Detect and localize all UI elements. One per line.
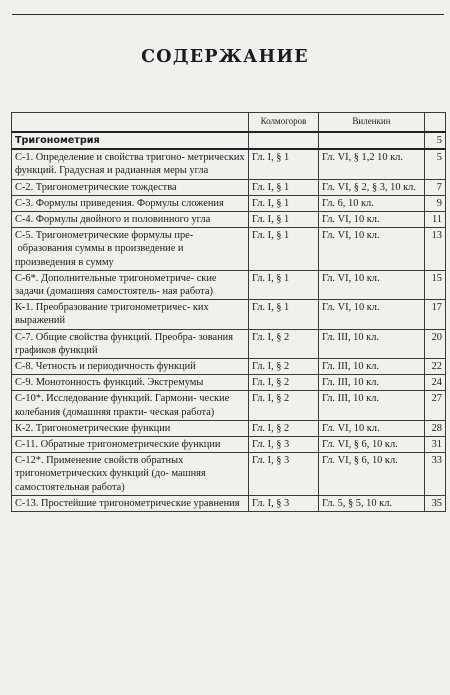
row-page: 20 [425,329,446,358]
row-kolmogorov: Гл. I, § 2 [249,420,319,436]
row-page: 22 [425,359,446,375]
row-kolmogorov: Гл. I, § 1 [249,179,319,195]
row-title: С-10*. Исследование функций. Гармони- ческие колебания (домашняя практи- ческая работа) [12,391,249,420]
row-vilenkin: Гл. III, 10 кл. [319,391,425,420]
row-vilenkin: Гл. VI, § 1,2 10 кл. [319,149,425,179]
table-row [12,212,446,228]
row-kolmogorov: Гл. I, § 3 [249,453,319,496]
row-page: 15 [425,270,446,299]
row-vilenkin: Гл. VI, 10 кл. [319,228,425,271]
table-row [12,132,446,149]
row-vilenkin: Гл. VI, 10 кл. [319,270,425,299]
row-title: С-2. Тригонометрические тождества [12,179,249,195]
header-title [12,113,249,133]
table-row [12,195,446,211]
header-kolmogorov: Колмогоров [249,113,319,133]
row-title: С-5. Тригонометрические формулы пре- образования суммы в произведение и произведения в сумму [12,228,249,271]
top-rule [12,14,444,15]
header-page [425,113,446,133]
row-vilenkin: Гл. III, 10 кл. [319,359,425,375]
row-title: К-1. Преобразование тригонометричес- ких выражений [12,300,249,329]
row-vilenkin: Гл. 5, § 5, 10 кл. [319,495,425,511]
table-row [12,391,446,420]
row-vilenkin: Гл. VI, 10 кл. [319,420,425,436]
contents-table [11,112,446,512]
table-row [12,300,446,329]
row-kolmogorov [249,132,319,149]
table-row [12,437,446,453]
row-page: 11 [425,212,446,228]
table-row [12,420,446,436]
row-vilenkin: Гл. III, 10 кл. [319,329,425,358]
row-kolmogorov: Гл. I, § 2 [249,391,319,420]
row-page: 31 [425,437,446,453]
row-kolmogorov: Гл. I, § 1 [249,149,319,179]
row-title: Тригонометрия [12,132,249,149]
row-kolmogorov: Гл. I, § 2 [249,329,319,358]
row-kolmogorov: Гл. I, § 1 [249,195,319,211]
page-title: СОДЕРЖАНИЕ [141,47,309,67]
row-page: 5 [425,132,446,149]
row-vilenkin: Гл. VI, 10 кл. [319,212,425,228]
row-page: 7 [425,179,446,195]
row-vilenkin: Гл. VI, § 6, 10 кл. [319,453,425,496]
row-page: 27 [425,391,446,420]
row-vilenkin: Гл. III, 10 кл. [319,375,425,391]
row-kolmogorov: Гл. I, § 2 [249,359,319,375]
row-page: 13 [425,228,446,271]
row-title: С-8. Четность и периодичность функций [12,359,249,375]
row-kolmogorov: Гл. I, § 1 [249,270,319,299]
row-page: 24 [425,375,446,391]
row-title: С-1. Определение и свойства тригоно- метрических функций. Градусная и радианная меры угла [12,149,249,179]
row-kolmogorov: Гл. I, § 1 [249,228,319,271]
table-row [12,453,446,496]
row-title: С-4. Формулы двойного и половинного угла [12,212,249,228]
row-vilenkin: Гл. VI, § 6, 10 кл. [319,437,425,453]
table-row [12,329,446,358]
row-kolmogorov: Гл. I, § 3 [249,437,319,453]
row-title: К-2. Тригонометрические функции [12,420,249,436]
row-vilenkin: Гл. 6, 10 кл. [319,195,425,211]
row-vilenkin: Гл. VI, 10 кл. [319,300,425,329]
row-kolmogorov: Гл. I, § 2 [249,375,319,391]
row-title: С-13. Простейшие тригонометрические уравнения [12,495,249,511]
table-row [12,375,446,391]
header-vilenkin: Виленкин [319,113,425,133]
row-title: С-9. Монотонность функций. Экстремумы [12,375,249,391]
row-page: 17 [425,300,446,329]
table-row [12,179,446,195]
header-row [12,113,446,133]
table-row [12,359,446,375]
table-row [12,495,446,511]
table-row [12,149,446,179]
row-title: С-7. Общие свойства функций. Преобра- зования графиков функций [12,329,249,358]
row-vilenkin: Гл. VI, § 2, § 3, 10 кл. [319,179,425,195]
row-vilenkin [319,132,425,149]
row-page: 33 [425,453,446,496]
row-title: С-3. Формулы приведения. Формулы сложения [12,195,249,211]
table-row [12,270,446,299]
row-page: 9 [425,195,446,211]
row-kolmogorov: Гл. I, § 3 [249,495,319,511]
table-row [12,228,446,271]
row-kolmogorov: Гл. I, § 1 [249,212,319,228]
row-page: 35 [425,495,446,511]
row-title: С-11. Обратные тригонометрические функции [12,437,249,453]
row-page: 28 [425,420,446,436]
row-title: С-6*. Дополнительные тригонометриче- ские задачи (домашняя самостоятель- ная работа) [12,270,249,299]
row-page: 5 [425,149,446,179]
row-title: С-12*. Применение свойств обратных тригонометрических функций (до- машняя самостоятельная работа) [12,453,249,496]
row-kolmogorov: Гл. I, § 1 [249,300,319,329]
